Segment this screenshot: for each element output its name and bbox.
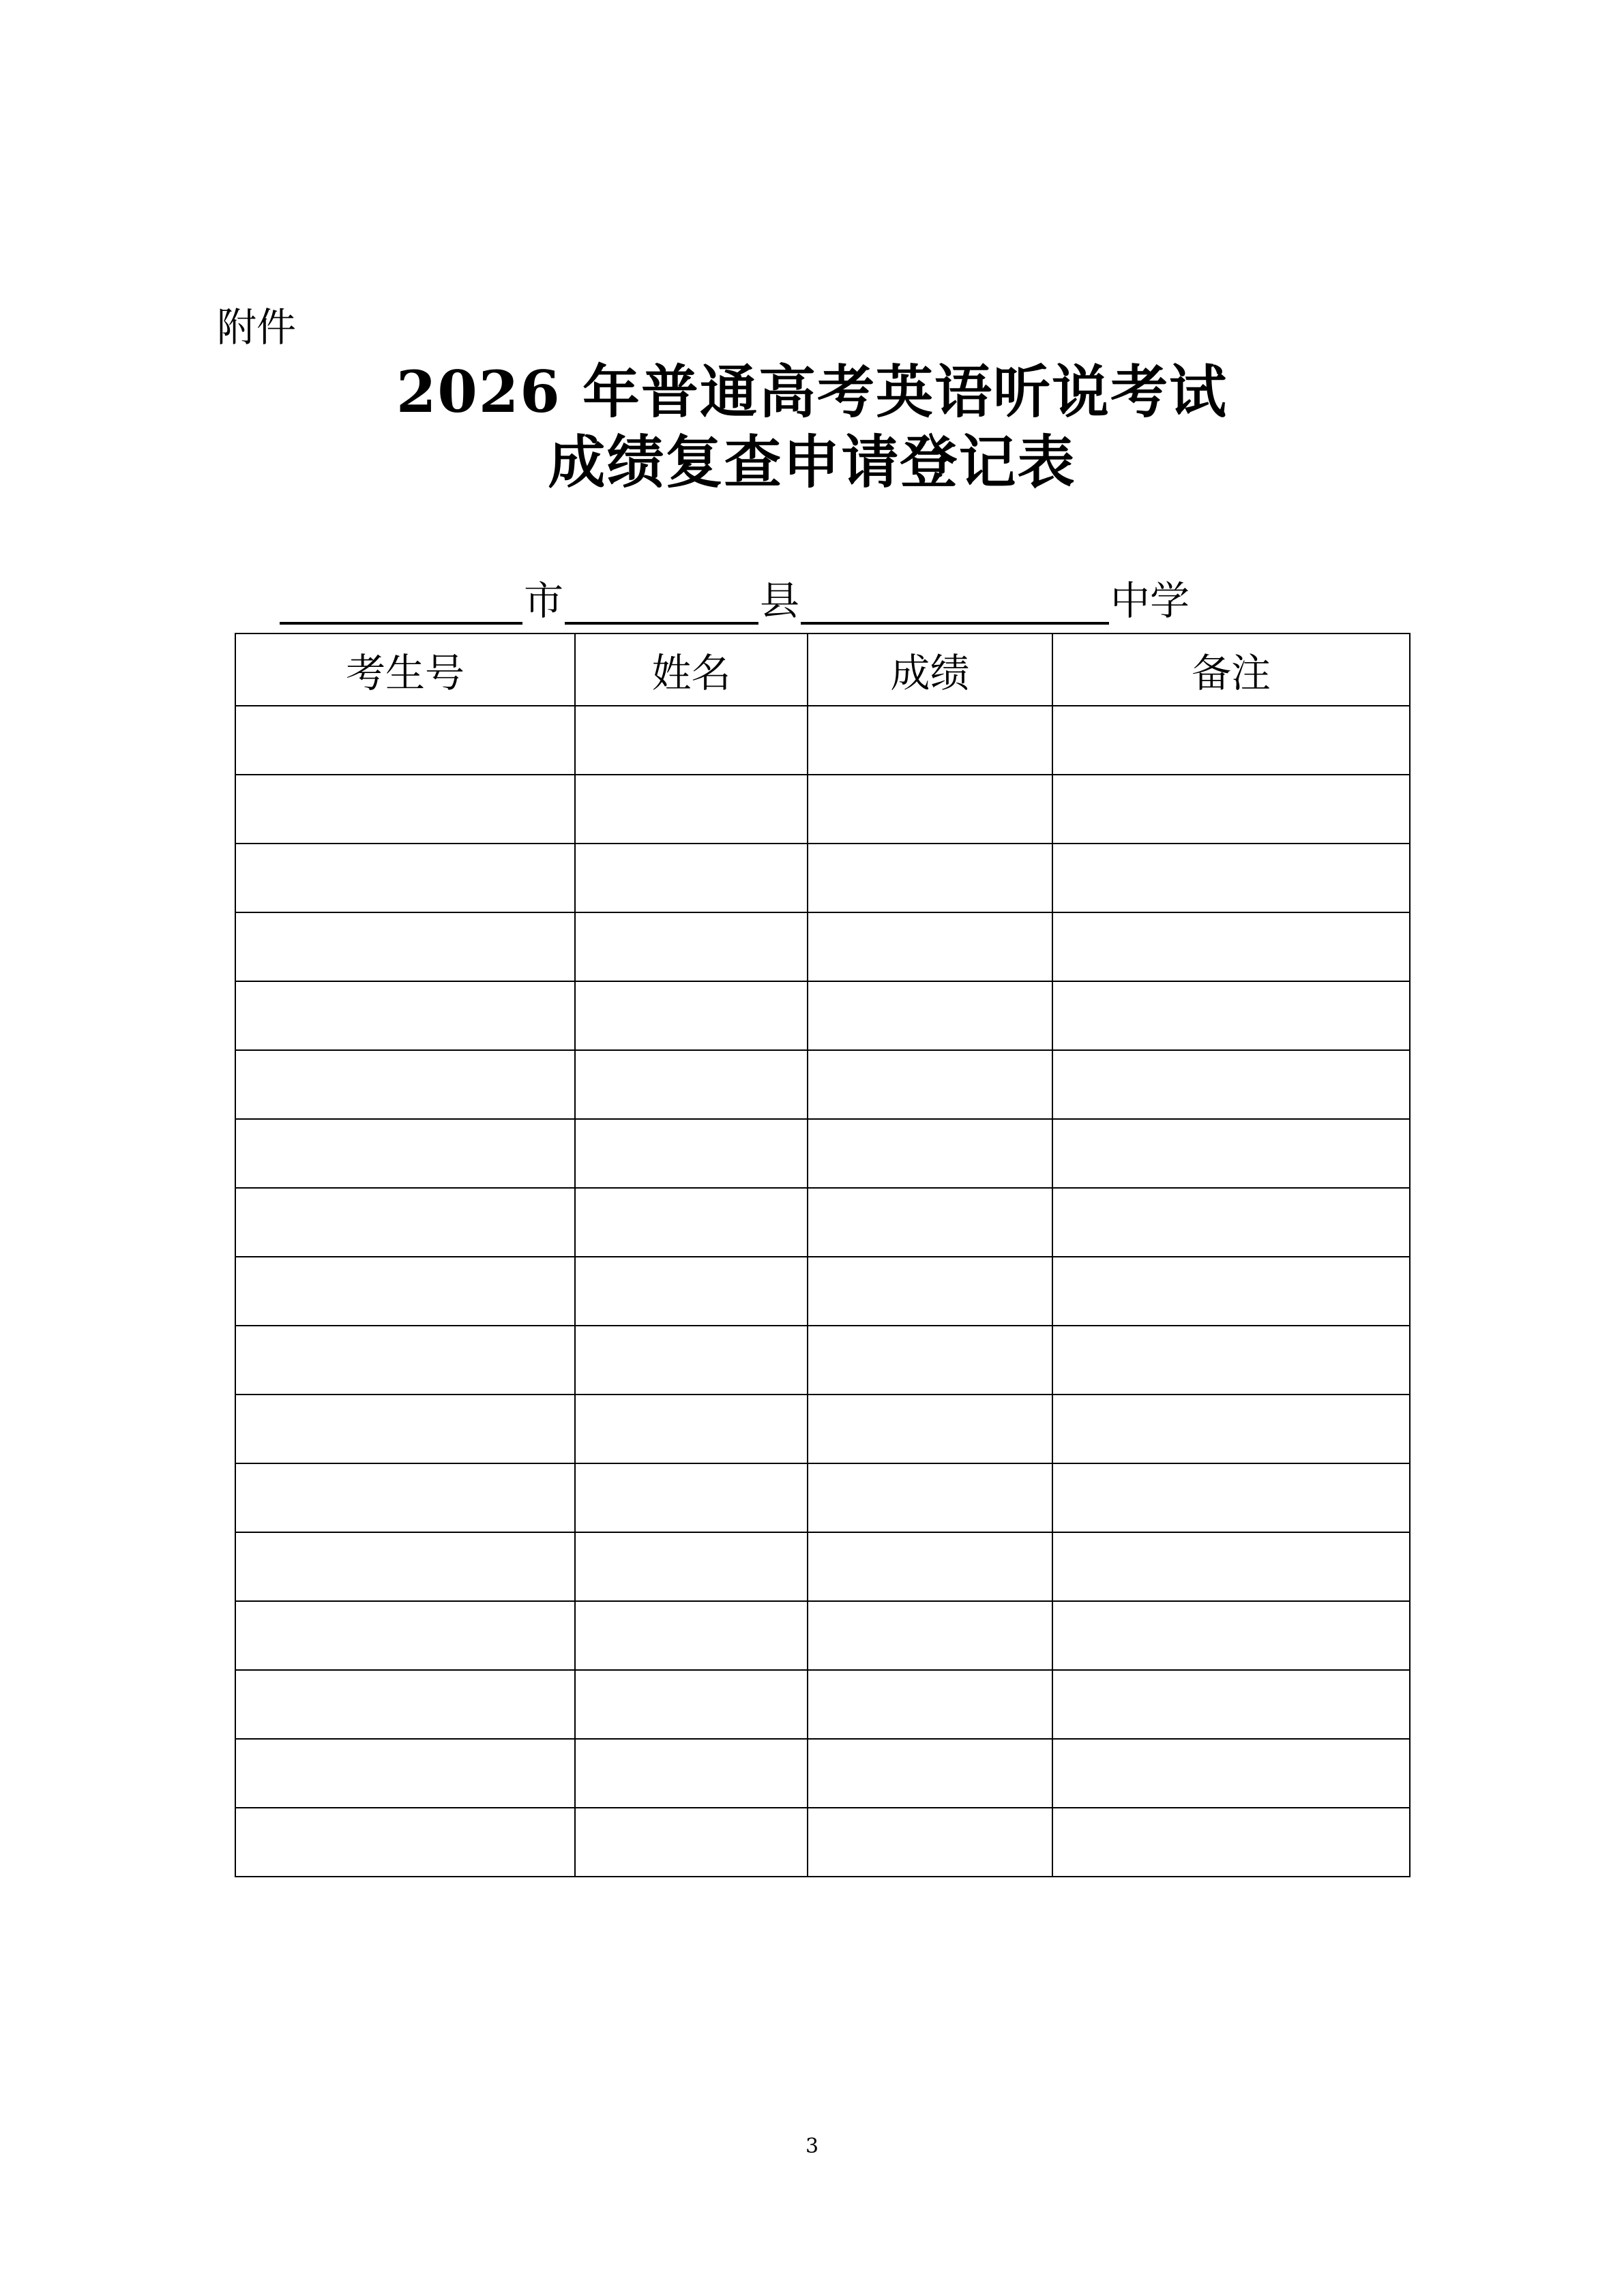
score-cell[interactable] (808, 1808, 1052, 1877)
exam-number-cell[interactable] (235, 706, 575, 775)
school-blank-field[interactable] (801, 578, 1109, 625)
table-row (235, 1119, 1410, 1188)
remarks-cell[interactable] (1052, 1808, 1410, 1877)
table-row (235, 912, 1410, 981)
exam-number-cell[interactable] (235, 1808, 575, 1877)
exam-number-cell[interactable] (235, 1050, 575, 1119)
table-row (235, 981, 1410, 1050)
name-cell[interactable] (575, 1326, 808, 1395)
remarks-cell[interactable] (1052, 1119, 1410, 1188)
name-cell[interactable] (575, 1601, 808, 1670)
table-row (235, 1188, 1410, 1257)
name-cell[interactable] (575, 1119, 808, 1188)
page-number: 3 (805, 2134, 819, 2158)
remarks-cell[interactable] (1052, 1532, 1410, 1601)
table-row (235, 775, 1410, 844)
table-row (235, 1395, 1410, 1463)
remarks-cell[interactable] (1052, 1257, 1410, 1326)
name-cell[interactable] (575, 775, 808, 844)
table-row (235, 844, 1410, 912)
county-blank-field[interactable] (565, 578, 758, 625)
table-body (235, 706, 1410, 1877)
remarks-cell[interactable] (1052, 1463, 1410, 1532)
name-cell[interactable] (575, 706, 808, 775)
score-cell[interactable] (808, 912, 1052, 981)
name-cell[interactable] (575, 1808, 808, 1877)
name-cell[interactable] (575, 1463, 808, 1532)
header-score: 成绩 (808, 633, 1052, 706)
name-cell[interactable] (575, 981, 808, 1050)
table-row (235, 1257, 1410, 1326)
remarks-cell[interactable] (1052, 981, 1410, 1050)
name-cell[interactable] (575, 912, 808, 981)
name-cell[interactable] (575, 1739, 808, 1808)
table-row (235, 1463, 1410, 1532)
exam-number-cell[interactable] (235, 981, 575, 1050)
header-name: 姓名 (575, 633, 808, 706)
exam-number-cell[interactable] (235, 1326, 575, 1395)
remarks-cell[interactable] (1052, 1601, 1410, 1670)
exam-number-cell[interactable] (235, 1532, 575, 1601)
exam-number-cell[interactable] (235, 1463, 575, 1532)
header-exam-number: 考生号 (235, 633, 575, 706)
remarks-cell[interactable] (1052, 1670, 1410, 1739)
name-cell[interactable] (575, 1188, 808, 1257)
remarks-cell[interactable] (1052, 706, 1410, 775)
score-cell[interactable] (808, 775, 1052, 844)
table-header-row (235, 633, 1410, 706)
name-cell[interactable] (575, 1532, 808, 1601)
name-cell[interactable] (575, 844, 808, 912)
score-cell[interactable] (808, 1257, 1052, 1326)
form-title-line-1: 2026 年普通高考英语听说考试 (396, 358, 1228, 426)
table-row (235, 1670, 1410, 1739)
attachment-label: 附件 (217, 304, 297, 351)
exam-number-cell[interactable] (235, 1670, 575, 1739)
table-row (235, 1050, 1410, 1119)
exam-number-cell[interactable] (235, 1119, 575, 1188)
name-cell[interactable] (575, 1670, 808, 1739)
table-row (235, 1532, 1410, 1601)
name-cell[interactable] (575, 1395, 808, 1463)
score-cell[interactable] (808, 1326, 1052, 1395)
name-cell[interactable] (575, 1257, 808, 1326)
table-row (235, 1739, 1410, 1808)
remarks-cell[interactable] (1052, 1326, 1410, 1395)
remarks-cell[interactable] (1052, 844, 1410, 912)
score-cell[interactable] (808, 1395, 1052, 1463)
score-cell[interactable] (808, 1670, 1052, 1739)
score-cell[interactable] (808, 1601, 1052, 1670)
city-blank-field[interactable] (280, 578, 522, 625)
school-label: 中学 (1110, 578, 1190, 624)
score-cell[interactable] (808, 981, 1052, 1050)
exam-number-cell[interactable] (235, 1395, 575, 1463)
form-title-line-2: 成绩复查申请登记表 (548, 428, 1076, 496)
remarks-cell[interactable] (1052, 1188, 1410, 1257)
exam-number-cell[interactable] (235, 775, 575, 844)
table-row (235, 1808, 1410, 1877)
exam-number-cell[interactable] (235, 1739, 575, 1808)
review-register-table (235, 633, 1411, 1877)
table-row (235, 706, 1410, 775)
exam-number-cell[interactable] (235, 1257, 575, 1326)
score-cell[interactable] (808, 1119, 1052, 1188)
remarks-cell[interactable] (1052, 912, 1410, 981)
header-remarks: 备注 (1052, 633, 1410, 706)
city-label: 市 (524, 578, 564, 624)
table-row (235, 1326, 1410, 1395)
remarks-cell[interactable] (1052, 1395, 1410, 1463)
exam-number-cell[interactable] (235, 1188, 575, 1257)
score-cell[interactable] (808, 1188, 1052, 1257)
score-cell[interactable] (808, 1463, 1052, 1532)
table-row (235, 1601, 1410, 1670)
score-cell[interactable] (808, 1050, 1052, 1119)
score-cell[interactable] (808, 1739, 1052, 1808)
exam-number-cell[interactable] (235, 1601, 575, 1670)
score-cell[interactable] (808, 706, 1052, 775)
exam-number-cell[interactable] (235, 912, 575, 981)
name-cell[interactable] (575, 1050, 808, 1119)
exam-number-cell[interactable] (235, 844, 575, 912)
score-cell[interactable] (808, 1532, 1052, 1601)
remarks-cell[interactable] (1052, 1739, 1410, 1808)
score-cell[interactable] (808, 844, 1052, 912)
county-label: 县 (760, 578, 800, 624)
remarks-cell[interactable] (1052, 775, 1410, 844)
remarks-cell[interactable] (1052, 1050, 1410, 1119)
location-row (280, 570, 1191, 625)
